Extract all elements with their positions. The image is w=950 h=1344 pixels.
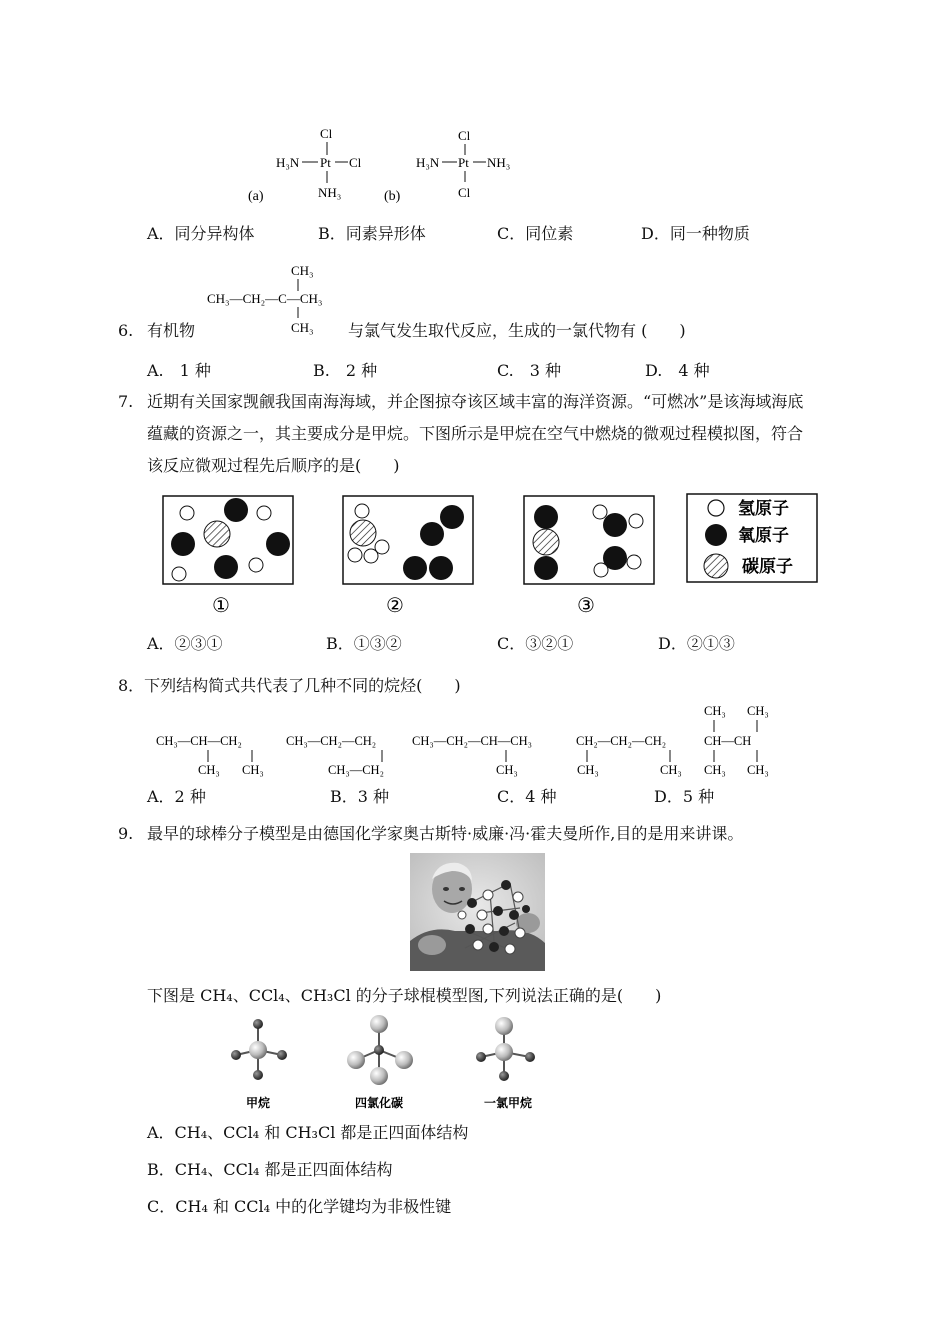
b-right: NH₃	[487, 155, 511, 170]
carbon-icon	[704, 554, 728, 578]
q9-option-b: B．CH₄、CCl₄ 都是正四面体结构	[147, 1160, 393, 1179]
s3-main: CH₃—CH₂—CH—CH₃	[412, 734, 533, 748]
a-top: Cl	[320, 126, 333, 141]
q7-option-b: B．①③②	[326, 634, 402, 653]
box-2	[343, 496, 473, 584]
q7-diagram	[160, 492, 825, 620]
model-label-chloromethane: 一氯甲烷	[484, 1096, 533, 1110]
structure-5	[704, 704, 769, 777]
structure-a	[248, 126, 362, 204]
s4-sub2: CH₃	[660, 763, 682, 777]
a-left: H₃N	[276, 155, 300, 170]
ccl4-model-icon	[347, 1015, 413, 1085]
structure-3	[412, 734, 532, 777]
b-bottom: Cl	[458, 185, 471, 200]
legend	[687, 494, 817, 582]
structure-2	[286, 734, 384, 777]
s5-top2: CH₃	[747, 704, 769, 718]
q6-number: 6.	[118, 321, 134, 340]
structure-b	[384, 128, 510, 204]
q7-option-a: A．②③①	[147, 634, 223, 653]
s1-sub1: CH₃	[198, 763, 220, 777]
q7-line-2: 蕴藏的资源之一，其主要成分是甲烷。下图所示是甲烷在空气中燃烧的微观过程模拟图，符合	[147, 424, 804, 443]
box-3	[524, 496, 654, 584]
q5-option-a: A．同分异构体	[147, 224, 255, 243]
q8-text: 8．下列结构简式共代表了几种不同的烷烃( )	[118, 676, 461, 695]
model-label-methane: 甲烷	[246, 1096, 271, 1110]
q6-text-after: 与氯气发生取代反应，生成的一氯代物有 ( )	[348, 321, 686, 340]
q6-option-a: A. 1 种	[147, 361, 211, 380]
a-right: Cl	[349, 155, 362, 170]
q9-option-a: A．CH₄、CCl₄ 和 CH₃Cl 都是正四面体结构	[147, 1123, 469, 1142]
q7-option-d: D．②①③	[658, 634, 735, 653]
box-3-label: ③	[577, 595, 595, 617]
hydrogen-icon	[708, 500, 724, 516]
q7-number: 7.	[118, 392, 134, 411]
legend-oxygen: 氧原子	[738, 526, 789, 546]
b-label: (b)	[384, 189, 401, 204]
q9-option-c: C．CH₄ 和 CCl₄ 中的化学键均为非极性键	[147, 1197, 452, 1216]
s1-main: CH₃—CH—CH₂	[156, 734, 242, 748]
chloromethane-model-icon	[476, 1017, 535, 1081]
s5-top1: CH₃	[704, 704, 726, 718]
box-1-label: ①	[212, 595, 230, 617]
b-left: H₃N	[416, 155, 440, 170]
s5-bot2: CH₃	[747, 763, 769, 777]
q6-option-b: B. 2 种	[313, 361, 378, 380]
structure-1	[156, 734, 264, 777]
q9-models	[220, 1012, 550, 1112]
q5-option-c: C．同位素	[497, 224, 574, 243]
q8-option-b: B．3 种	[330, 787, 390, 806]
b-top: Cl	[458, 128, 471, 143]
s2-sub: CH₃—CH₂	[328, 763, 384, 777]
methane-model-icon	[231, 1019, 287, 1080]
s5-bot1: CH₃	[704, 763, 726, 777]
q9-text: 最早的球棒分子模型是由德国化学家奥古斯特·威廉·冯·霍夫曼所作,目的是用来讲课。	[147, 824, 744, 843]
q5-option-d: D．同一种物质	[641, 224, 750, 243]
q6-top: CH₃	[291, 263, 314, 278]
b-center: Pt	[458, 155, 469, 170]
q6-text-before: 有机物	[147, 321, 196, 340]
q6-option-d: D. 4 种	[645, 361, 710, 380]
hofmann-photo	[410, 853, 545, 971]
s2-main: CH₃—CH₂—CH₂	[286, 734, 377, 748]
a-center: Pt	[320, 155, 331, 170]
q8-structures	[150, 700, 790, 782]
q9-number: 9.	[118, 824, 134, 843]
q7-option-c: C．③②①	[497, 634, 574, 653]
q8-option-d: D．5 种	[654, 787, 715, 806]
q5-structures	[248, 120, 540, 210]
box-1	[163, 496, 293, 584]
oxygen-icon	[705, 524, 727, 546]
q8-option-c: C．4 种	[497, 787, 557, 806]
s4-main: CH₂—CH₂—CH₂	[576, 734, 667, 748]
q6-bottom: CH₃	[291, 320, 314, 335]
structure-4	[576, 734, 682, 777]
q6-structure	[205, 260, 355, 340]
q6-main: CH₃—CH₂—C—CH₃	[207, 291, 323, 306]
s5-main: CH—CH	[704, 734, 752, 748]
q8-option-a: A．2 种	[147, 787, 206, 806]
model-label-ccl4: 四氯化碳	[355, 1096, 404, 1110]
s3-sub: CH₃	[496, 763, 518, 777]
legend-hydrogen: 氢原子	[738, 499, 789, 519]
box-2-label: ②	[386, 595, 404, 617]
legend-carbon: 碳原子	[742, 557, 793, 577]
a-bottom: NH₃	[318, 185, 342, 200]
q7-line-3: 该反应微观过程先后顺序的是( )	[147, 456, 400, 475]
q6-option-c: C. 3 种	[497, 361, 562, 380]
s1-sub2: CH₃	[242, 763, 264, 777]
q9-question: 下图是 CH₄、CCl₄、CH₃Cl 的分子球棍模型图,下列说法正确的是( )	[147, 986, 662, 1005]
a-label: (a)	[248, 189, 264, 204]
q5-option-b: B．同素异形体	[318, 224, 426, 243]
s4-sub1: CH₃	[577, 763, 599, 777]
q7-line-1: 近期有关国家觊觎我国南海海域，并企图掠夺该区域丰富的海洋资源。“可燃冰”是该海域海底	[147, 392, 804, 411]
